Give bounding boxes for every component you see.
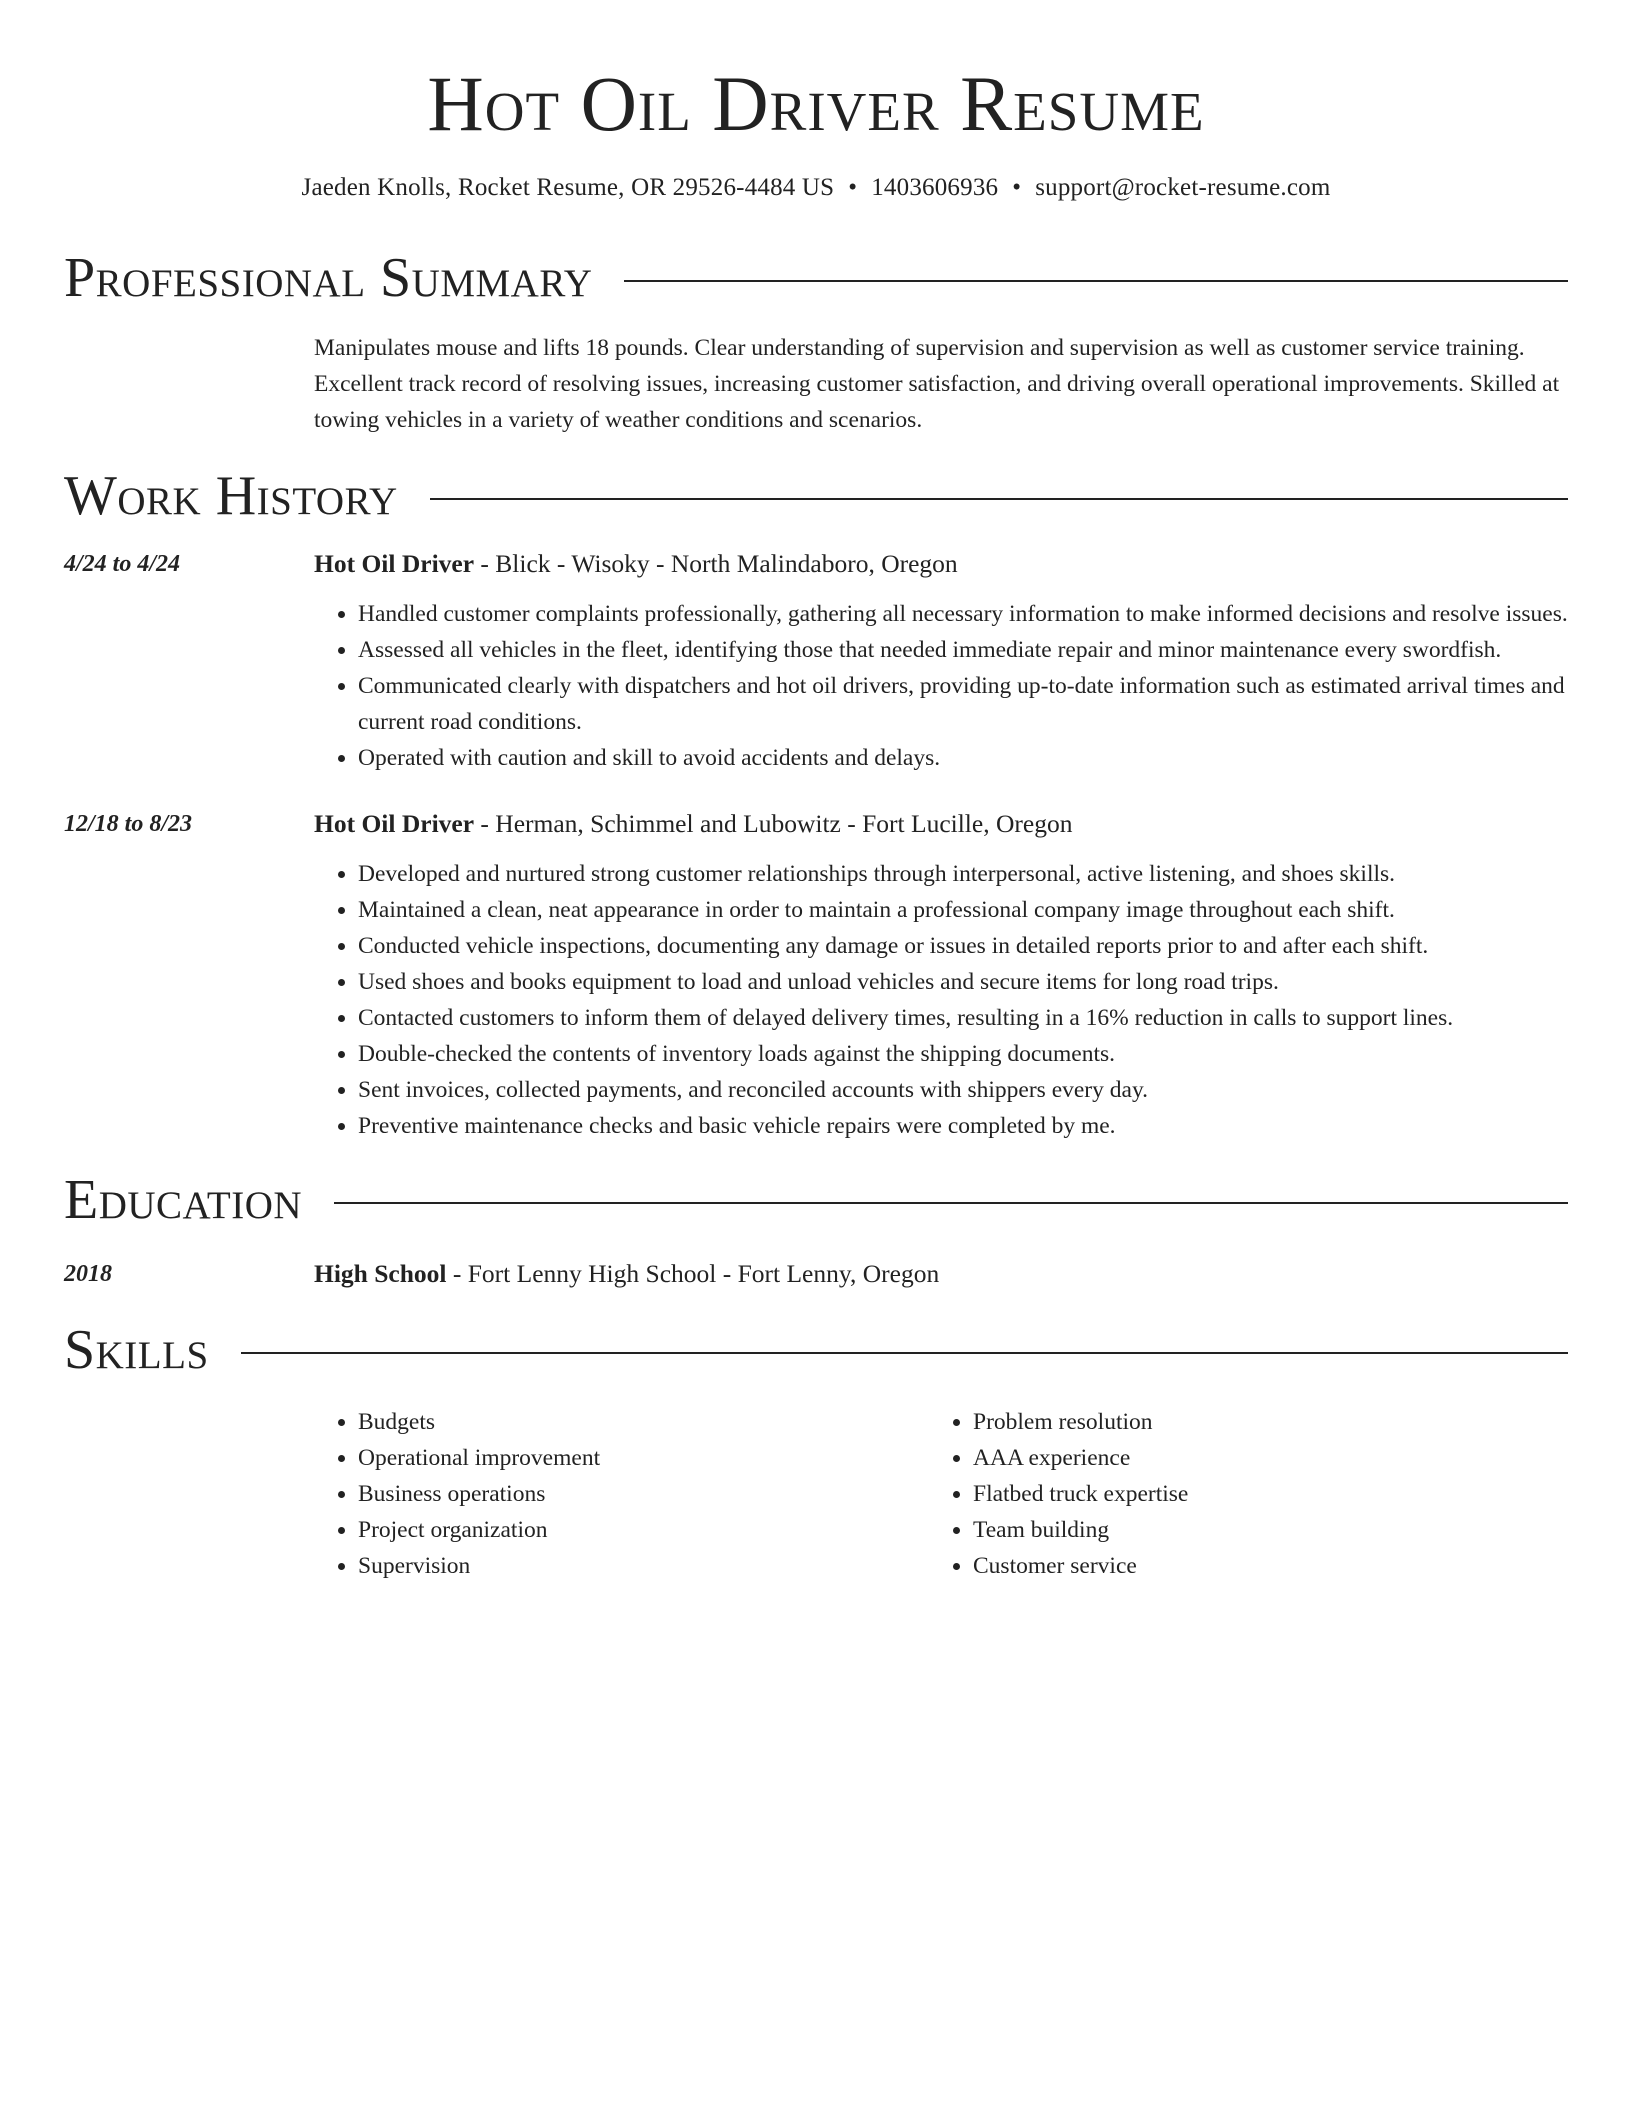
list-item: • Preventive maintenance checks and basic vehicle repairs were completed by me. xyxy=(358,1108,1568,1144)
education-heading: Education xyxy=(64,1169,303,1231)
education-line xyxy=(314,1256,939,1292)
skill-item: • Project organization xyxy=(358,1512,929,1548)
education-year: 2018 xyxy=(64,1261,112,1287)
summary-heading: Professional Summary xyxy=(64,247,593,309)
skill-item: • Supervision xyxy=(358,1548,929,1584)
list-item: • Double-checked the contents of inventory loads against the shipping documents. xyxy=(358,1036,1568,1072)
list-item: • Maintained a clean, neat appearance in order to maintain a professional company image throughout each shift. xyxy=(358,892,1568,928)
skills-column-right xyxy=(929,1404,1568,1584)
skills-section-header xyxy=(64,1318,1568,1382)
job-dates: 4/24 to 4/24 xyxy=(64,551,181,577)
section-divider xyxy=(334,1202,1568,1204)
list-item: • Sent invoices, collected payments, and reconciled accounts with shippers every day. xyxy=(358,1072,1568,1108)
skills-column-left xyxy=(314,1404,929,1584)
job-entry xyxy=(64,806,1568,1144)
skill-item: • Team building xyxy=(973,1512,1568,1548)
skill-item: • Operational improvement xyxy=(358,1440,929,1476)
list-item: • Assessed all vehicles in the fleet, identifying those that needed immediate repair and minor maintenance every swordfish. xyxy=(358,632,1568,668)
summary-text: Manipulates mouse and lifts 18 pounds. Clear understanding of supervision and supervision as well as customer service training. Excellent track record of resolving issues, increasing customer satisfaction, and driving overall operational improvements. Skilled at towing vehicles in a variety of weather conditions and scenarios. xyxy=(314,335,1560,433)
section-divider xyxy=(624,280,1568,282)
section-divider xyxy=(241,1352,1568,1354)
skill-item: • Customer service xyxy=(973,1548,1568,1584)
education-section-header xyxy=(64,1168,1568,1232)
summary-section-header xyxy=(64,246,1568,310)
section-divider xyxy=(430,498,1568,500)
job-entry xyxy=(64,546,1568,776)
work-section-header xyxy=(64,464,1568,528)
job-heading xyxy=(314,546,1568,582)
skills-heading: Skills xyxy=(64,1319,209,1381)
contact-separator: • xyxy=(848,174,858,201)
education-degree: High School xyxy=(314,1259,447,1288)
job-title: Hot Oil Driver xyxy=(314,549,475,578)
list-item: • Handled customer complaints professionally, gathering all necessary information to make informed decisions and resolve issues. xyxy=(358,596,1568,632)
job-title: Hot Oil Driver xyxy=(314,809,475,838)
list-item: • Conducted vehicle inspections, documenting any damage or issues in detailed reports prior to and after each shift. xyxy=(358,928,1568,964)
contact-email: support@rocket-resume.com xyxy=(1035,174,1331,201)
contact-address: Jaeden Knolls, Rocket Resume, OR 29526-4484 US xyxy=(301,174,835,201)
skill-item: • Business operations xyxy=(358,1476,929,1512)
resume-title: Hot Oil Driver Resume xyxy=(427,60,1205,147)
contact-line xyxy=(64,174,1568,202)
contact-separator: • xyxy=(1012,174,1022,201)
skill-item: • AAA experience xyxy=(973,1440,1568,1476)
list-item: • Communicated clearly with dispatchers and hot oil drivers, providing up-to-date information such as estimated arrival times and current road conditions. xyxy=(358,668,1568,740)
skills-list xyxy=(314,1404,1568,1584)
education-school: - Fort Lenny High School - Fort Lenny, Oregon xyxy=(446,1259,940,1288)
list-item: • Developed and nurtured strong customer relationships through interpersonal, active listening, and shoes skills. xyxy=(358,856,1568,892)
education-entry xyxy=(64,1256,1568,1292)
work-heading: Work History xyxy=(64,465,398,527)
job-employer: - Blick - Wisoky - North Malindaboro, Oregon xyxy=(474,549,958,578)
skill-item: • Problem resolution xyxy=(973,1404,1568,1440)
list-item: • Used shoes and books equipment to load and unload vehicles and secure items for long road trips. xyxy=(358,964,1568,1000)
job-bullets xyxy=(314,596,1568,776)
contact-phone: 1403606936 xyxy=(871,174,999,201)
list-item: • Contacted customers to inform them of delayed delivery times, resulting in a 16% reduction in calls to support lines. xyxy=(358,1000,1568,1036)
skill-item: • Flatbed truck expertise xyxy=(973,1476,1568,1512)
list-item: • Operated with caution and skill to avoid accidents and delays. xyxy=(358,740,1568,776)
job-employer: - Herman, Schimmel and Lubowitz - Fort Lucille, Oregon xyxy=(474,809,1073,838)
job-heading xyxy=(314,806,1568,842)
skill-item: • Budgets xyxy=(358,1404,929,1440)
job-dates: 12/18 to 8/23 xyxy=(64,811,193,837)
job-bullets xyxy=(314,856,1568,1144)
